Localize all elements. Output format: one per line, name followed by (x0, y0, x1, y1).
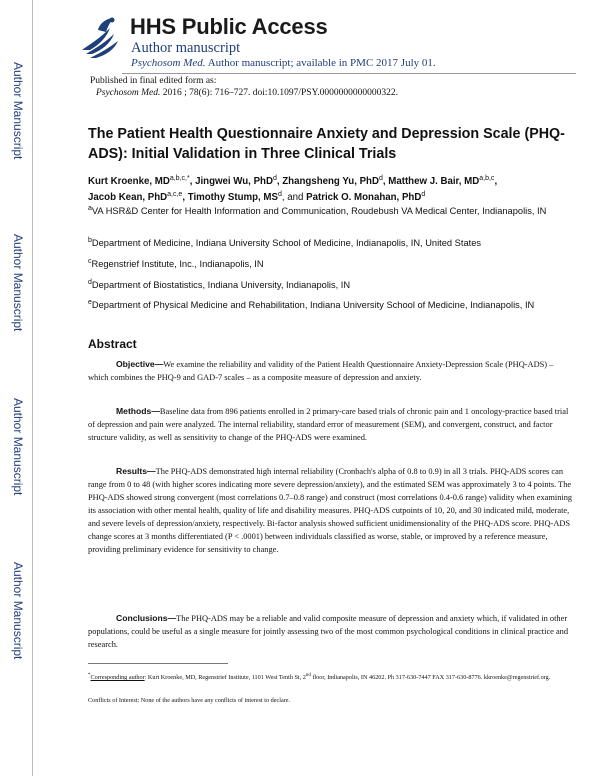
author-separator: , (276, 176, 283, 187)
abstract-objective: Objective—We examine the reliability and validity of the Patient Health Questionnaire Anxiety-Depression Scale (PHQ-ADS) – which combines the PHQ-9 and GAD-7 scales – as a composite measure of depression and anxiety. (88, 359, 554, 382)
author-name: Kurt Kroenke, MD (88, 176, 170, 187)
conclusions-label: Conclusions— (116, 613, 177, 623)
author-affiliation-marks: a,c,e (167, 191, 183, 198)
author-affiliation-marks: d (277, 191, 282, 198)
abstract-heading: Abstract (88, 337, 137, 351)
paper-title: The Patient Health Questionnaire Anxiety and Depression Scale (PHQ-ADS): Initial Validation in Three Clinical Trials (88, 126, 565, 162)
footnote-divider (88, 663, 228, 664)
author-list (88, 174, 588, 206)
author-name: Matthew J. Bair, MD (388, 176, 480, 187)
author-affiliation-marks: a,b,c,* (169, 175, 190, 182)
affiliation-e: $^e$Department of Physical Medicine and Rehabilitation, Indiana University School of Medicine, Indianapolis, IN (88, 299, 535, 310)
abstract-conclusions: Conclusions—The PHQ-ADS may be a reliable and valid composite measure of depression and anxiety which, if validated in other populations, could be useful as a single measure for jointly assessing two of the most common psychological conditions in clinical practice and research. (88, 613, 569, 649)
side-watermark-3: Author Manuscript (11, 398, 25, 496)
hhs-public-access-title: HHS Public Access (130, 14, 328, 39)
author-name: Jacob Kean, PhD (88, 192, 168, 203)
corresponding-author-footnote: *Corresponding author: Kurt Kroenke, MD, Regenstrief Institute, 1101 West Tenth St, 2nd floor, Indianapolis, IN 46202. Ph 317-630-7447 FAX 317-630-8776. kkroenke@regenstrief.org. (88, 673, 551, 681)
availability-text: Author manuscript; available in PMC 2017 July 01. (207, 57, 436, 69)
affiliation-d: $^d$Department of Biostatistics, Indiana University, Indianapolis, IN (88, 279, 351, 290)
abstract-results: Results—The PHQ-ADS demonstrated high internal reliability (Cronbach's alpha of 0.8 to 0.9) in all 3 trials. PHQ-ADS scores can range from 0 to 48 (with higher scores indicating more severe depression/anxiety), and the estimated SEM was approximately 3 to 4 points. The PHQ-ADS showed strong convergent (most correlations 0.7–0.8 range) and construct (most correlations 0.4-0.6 range) validity when examining its association with other mental health, quality of life and disability measures. PHQ-ADS cutpoints of 10, 20, and 30 indicated mild, moderate, and severe levels of depression/anxiety, respectively. Bi-factor analysis showed sufficient unidimensionality of the PHQ-ADS score. PHQ-ADS change scores at 3 months differentiated (P < .0001) between individuals classified as worse, stable, or improved by a reference measure, providing preliminary evidence for sensitivity to change. (88, 466, 573, 554)
author-affiliation-marks: a,b,c (479, 175, 495, 182)
results-label: Results— (116, 466, 156, 476)
header-journal-name: Psychosom Med. (131, 57, 206, 69)
author-affiliation-marks: d (378, 175, 383, 182)
hhs-eagle-logo (78, 14, 122, 60)
author-manuscript-label: Author manuscript (131, 40, 241, 56)
author-name: Zhangsheng Yu, PhD (282, 176, 379, 187)
side-divider (32, 0, 33, 776)
author-separator: , (189, 176, 196, 187)
author-name: Jingwei Wu, PhD (195, 176, 273, 187)
author-separator: , (182, 192, 188, 203)
published-journal: Psychosom Med. (96, 88, 161, 98)
published-label: Published in final edited form as: (90, 76, 217, 86)
author-name: Timothy Stump, MS (187, 192, 278, 203)
author-affiliation-marks: d (272, 175, 277, 182)
author-affiliation-marks: d (421, 191, 426, 198)
author-separator: , and (281, 192, 307, 203)
side-watermark-1: Author Manuscript (11, 62, 25, 160)
author-separator: , (494, 176, 498, 187)
author-name: Patrick O. Monahan, PhD (306, 192, 422, 203)
header-divider (122, 73, 576, 74)
affiliation-c: $^c$Regenstrief Institute, Inc., Indianapolis, IN (88, 258, 264, 269)
side-watermark-4: Author Manuscript (11, 562, 25, 660)
methods-label: Methods— (116, 406, 160, 416)
citation-details: 2016 ; 78(6): 716–727. doi:10.1097/PSY.0000000000000322. (162, 88, 398, 98)
published-citation (96, 88, 398, 98)
conflicts-footnote: Conflicts of Interest: None of the authors have any conflicts of interest to declare. (88, 697, 291, 704)
abstract-methods: Methods—Baseline data from 896 patients enrolled in 2 primary-care based trials of chronic pain and 1 oncology-practice based trial of depression and pain were analyzed. The internal reliability, standard error of measurement (SEM), and convergent, construct, and factor structure validity, as well as sensitivity to change of the PHQ-ADS were examined. (88, 406, 569, 442)
author-separator: , (382, 176, 389, 187)
side-watermark-2: Author Manuscript (11, 234, 25, 332)
affiliation-b: $^b$Department of Medicine, Indiana University School of Medicine, Indianapolis, IN, United States (88, 237, 482, 248)
affiliation-a: $^a$VA HSR&D Center for Health Information and Communication, Roudebush VA Medical Center, Indianapolis, IN (88, 205, 547, 216)
objective-label: Objective— (116, 359, 164, 369)
manuscript-availability (131, 57, 436, 69)
